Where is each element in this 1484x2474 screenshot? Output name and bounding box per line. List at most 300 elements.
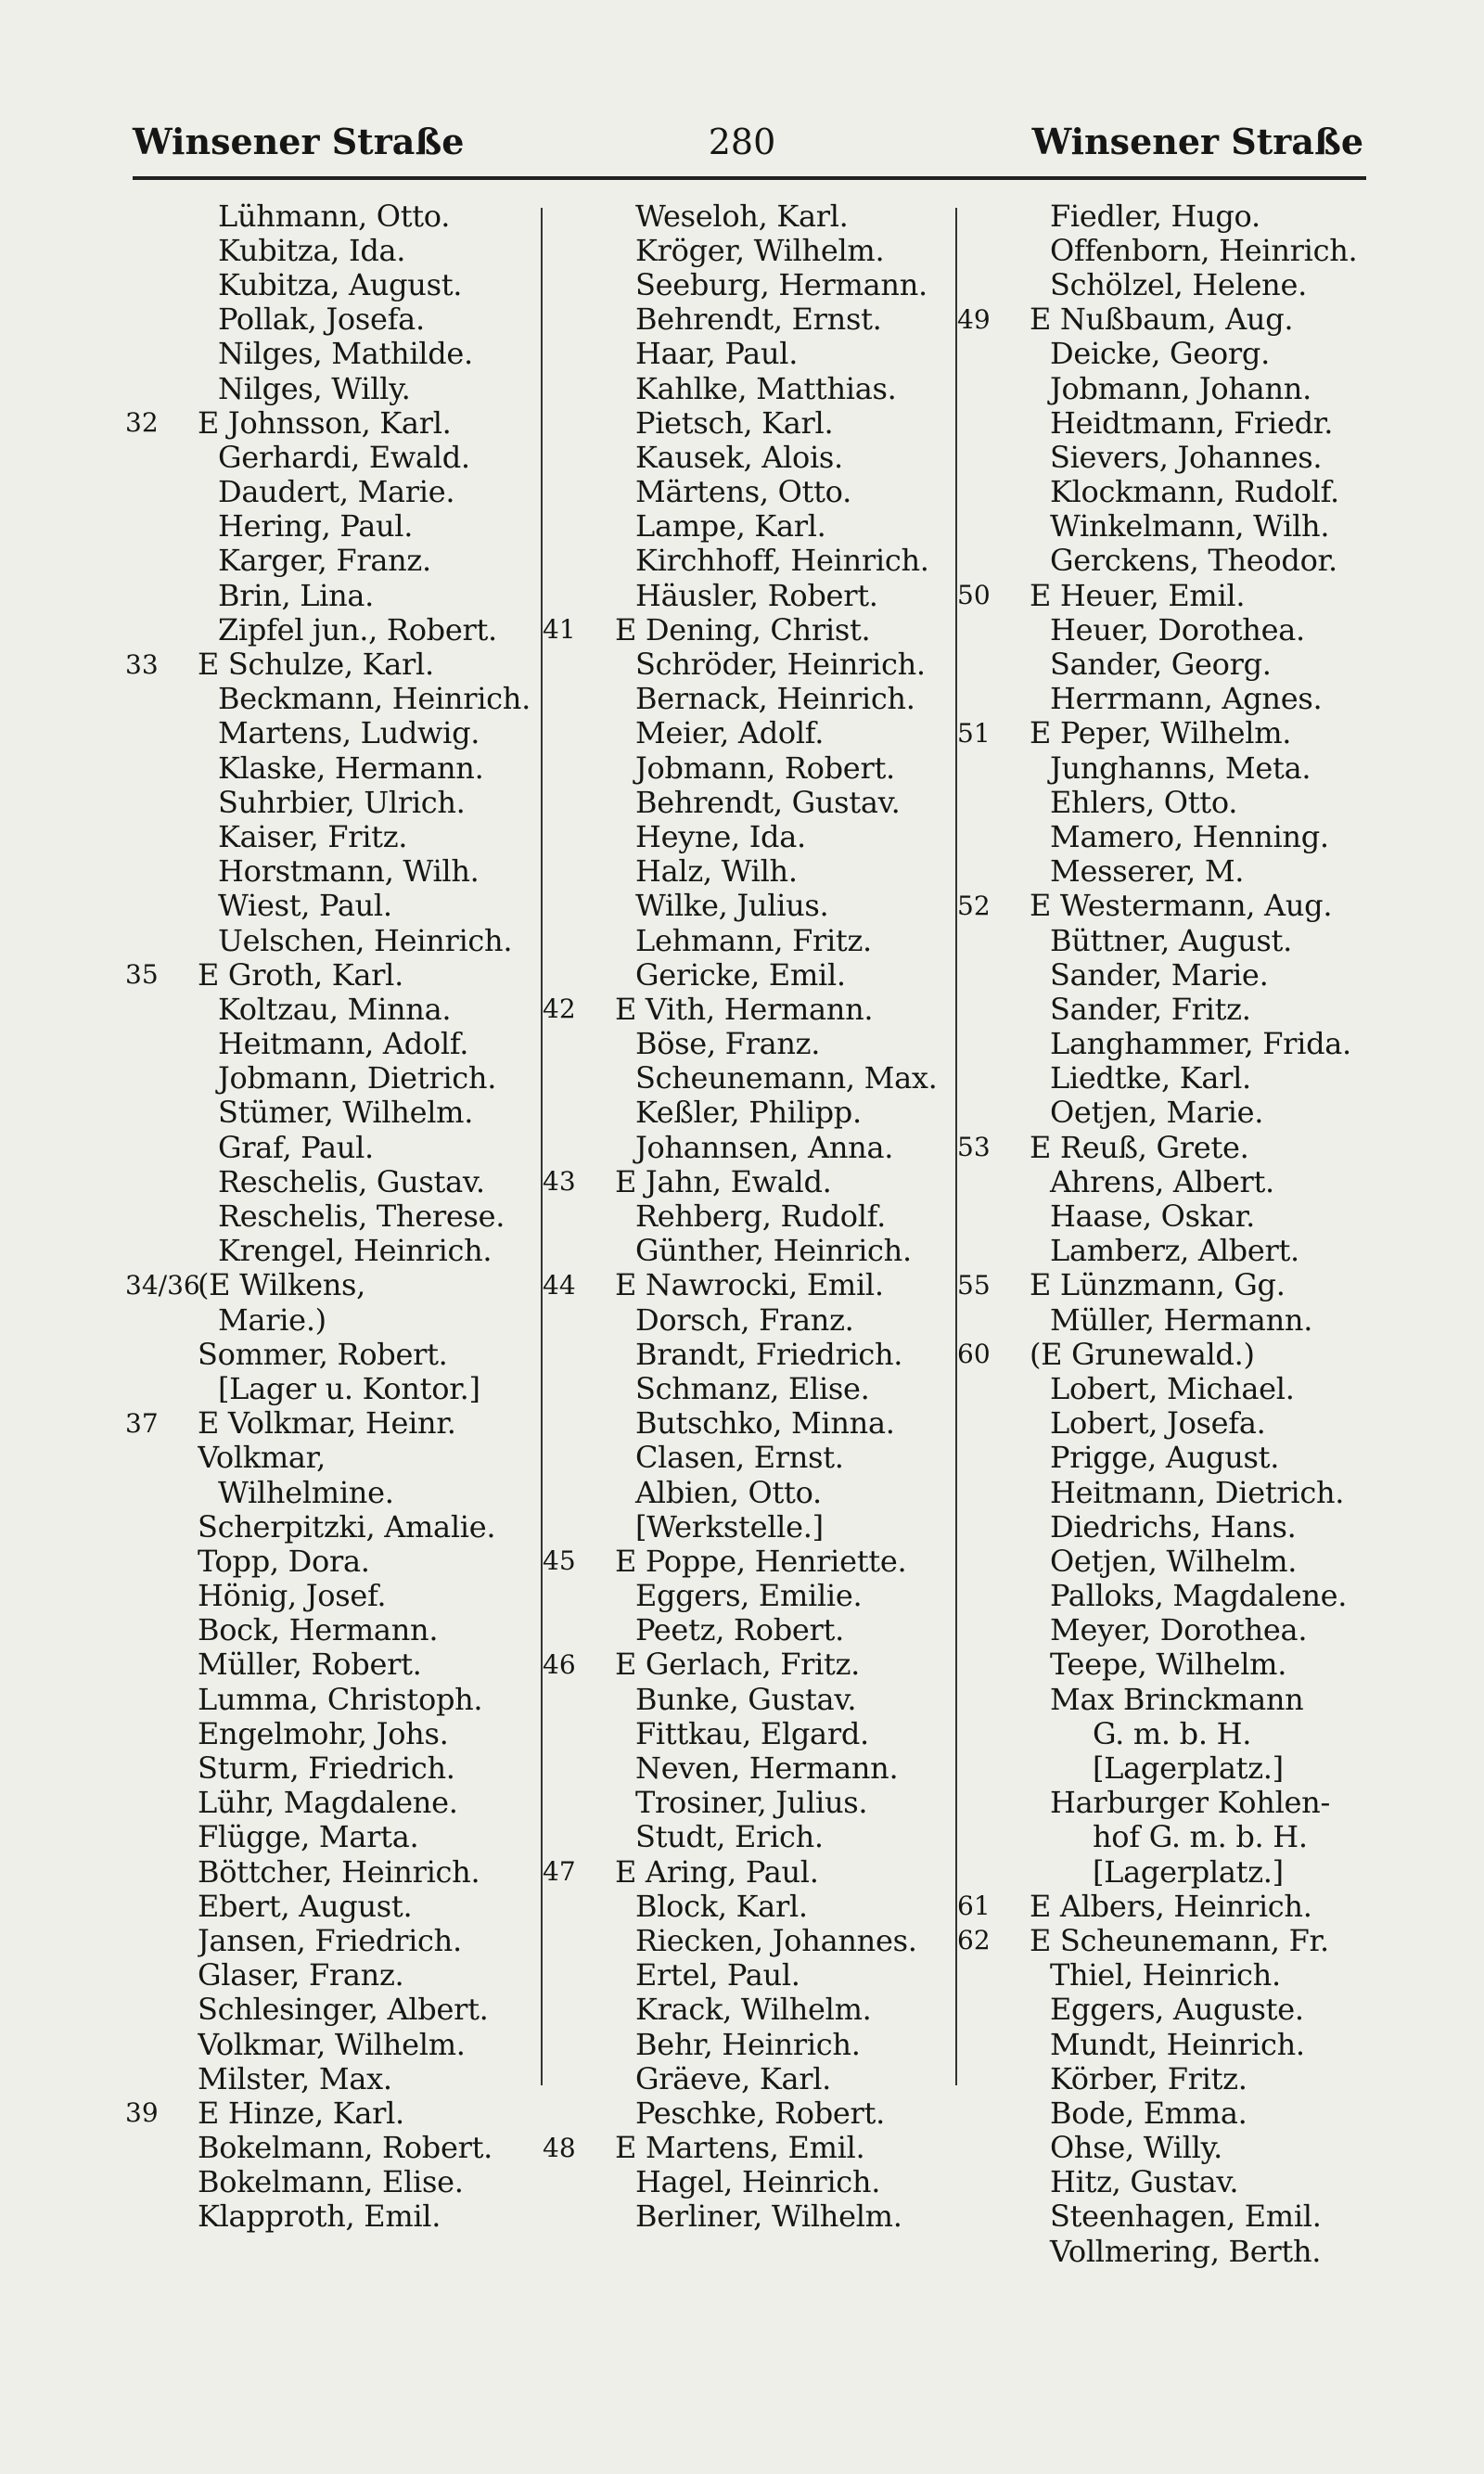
running-head-right: Winsener Straße: [1031, 121, 1363, 162]
directory-entry: [957, 1475, 1384, 1509]
directory-entry: [543, 1993, 969, 2027]
directory-entry: [543, 337, 969, 371]
resident-name: Junghanns, Meta.: [1050, 750, 1311, 786]
resident-name: Sommer, Robert.: [198, 1337, 448, 1372]
directory-entry: [125, 475, 552, 509]
resident-name: E Jahn, Ewald.: [615, 1164, 832, 1199]
resident-name: E Gerlach, Fritz.: [615, 1647, 861, 1683]
resident-name: Jansen, Friedrich.: [198, 1923, 462, 1958]
directory-entry: [543, 371, 969, 405]
resident-name: Günther, Heinrich.: [635, 1233, 912, 1268]
directory-entry: [543, 819, 969, 853]
resident-name: Kirchhoff, Heinrich.: [635, 543, 929, 579]
directory-entry: [543, 1475, 969, 1509]
directory-entry: [543, 2096, 969, 2130]
resident-name: Sturm, Friedrich.: [198, 1750, 455, 1786]
directory-entry: [125, 440, 552, 474]
directory-entry: [543, 1923, 969, 1957]
directory-entry: [957, 1993, 1384, 2027]
resident-name: E Johnsson, Karl.: [198, 405, 452, 441]
directory-entry: [125, 1786, 552, 1820]
directory-entry: [543, 1302, 969, 1337]
directory-entry: [125, 923, 552, 957]
resident-name: Behrendt, Ernst.: [635, 301, 882, 337]
directory-entry: [125, 647, 552, 681]
directory-entry: [125, 1164, 552, 1199]
resident-name: Marie.): [218, 1302, 326, 1338]
directory-entry: [543, 199, 969, 233]
directory-entry: [543, 475, 969, 509]
resident-name: E Poppe, Henriette.: [615, 1544, 907, 1579]
resident-name: Ohse, Willy.: [1050, 2130, 1222, 2165]
directory-entry: [125, 1302, 552, 1337]
resident-name: E Nawrocki, Emil.: [615, 1267, 884, 1302]
directory-entry: [957, 1579, 1384, 1613]
directory-entry: [957, 2131, 1384, 2165]
resident-name: Bock, Hermann.: [198, 1612, 439, 1647]
directory-entry: [543, 1406, 969, 1441]
directory-entry: [125, 1096, 552, 1130]
resident-name: Pollak, Josefa.: [218, 301, 425, 337]
resident-name: Keßler, Philipp.: [635, 1095, 862, 1131]
resident-name: Herrmann, Agnes.: [1050, 681, 1323, 716]
resident-name: Haar, Paul.: [635, 336, 799, 371]
resident-name: Koltzau, Minna.: [218, 992, 452, 1027]
directory-entry: [957, 2199, 1384, 2234]
directory-entry: [543, 2165, 969, 2199]
resident-name: E Aring, Paul.: [615, 1854, 819, 1890]
resident-name: Beckmann, Heinrich.: [218, 681, 531, 716]
resident-name: Horstmann, Wilh.: [218, 853, 480, 889]
resident-name: Müller, Robert.: [198, 1647, 422, 1683]
directory-entry: [957, 750, 1384, 785]
directory-entry: [543, 682, 969, 716]
house-number: 45: [543, 1545, 576, 1577]
resident-name: Wiest, Paul.: [218, 888, 392, 923]
resident-name: Meyer, Dorothea.: [1050, 1612, 1308, 1647]
resident-name: Hitz, Gustav.: [1050, 2164, 1239, 2199]
directory-entry: [957, 1613, 1384, 1647]
directory-entry: [543, 992, 969, 1026]
directory-entry: [957, 854, 1384, 889]
directory-entry: [957, 233, 1384, 267]
resident-name: Kröger, Wilhelm.: [635, 233, 885, 268]
directory-entry: [543, 2131, 969, 2165]
directory-entry: [125, 682, 552, 716]
resident-name: Schölzel, Helene.: [1050, 267, 1307, 302]
resident-name: Klaske, Hermann.: [218, 750, 484, 786]
directory-entry: [957, 1716, 1384, 1750]
directory-entry: [125, 750, 552, 785]
directory-entry: [543, 2027, 969, 2061]
resident-name: Fiedler, Hugo.: [1050, 199, 1260, 234]
resident-name: Heuer, Dorothea.: [1050, 612, 1305, 647]
resident-name: Winkelmann, Wilh.: [1050, 508, 1330, 544]
directory-entry: [543, 1820, 969, 1854]
resident-name: Volkmar,: [198, 1440, 326, 1475]
resident-name: Nilges, Mathilde.: [218, 336, 473, 371]
house-number: 53: [957, 1132, 991, 1163]
resident-name: Glaser, Franz.: [198, 1957, 404, 1993]
directory-entry: [957, 475, 1384, 509]
house-number: 41: [543, 614, 576, 646]
directory-entry: [125, 2165, 552, 2199]
header-rule: [133, 176, 1366, 180]
resident-name: Liedtke, Karl.: [1050, 1060, 1251, 1096]
resident-name: Suhrbier, Ulrich.: [218, 785, 466, 820]
house-number: 48: [543, 2132, 576, 2163]
directory-entry: [125, 2061, 552, 2096]
directory-entry: [543, 1130, 969, 1164]
resident-name: E Schulze, Karl.: [198, 647, 434, 682]
directory-entry: [957, 1234, 1384, 1268]
resident-name: Bode, Emma.: [1050, 2096, 1247, 2131]
resident-name: hof G. m. b. H.: [1093, 1819, 1308, 1854]
resident-name: Schmanz, Elise.: [635, 1371, 870, 1406]
resident-name: Hagel, Heinrich.: [635, 2164, 881, 2199]
directory-entry: [957, 1130, 1384, 1164]
resident-name: Flügge, Marta.: [198, 1819, 419, 1854]
directory-entry: [543, 233, 969, 267]
directory-entry: [543, 1647, 969, 1682]
resident-name: [Lager u. Kontor.]: [218, 1371, 480, 1406]
resident-name: Hering, Paul.: [218, 508, 414, 544]
directory-entry: [125, 854, 552, 889]
resident-name: Max Brinckmann: [1050, 1682, 1304, 1717]
resident-name: Brandt, Friedrich.: [635, 1337, 903, 1372]
directory-entry: [125, 1130, 552, 1164]
resident-name: Behr, Heinrich.: [635, 2026, 861, 2062]
resident-name: Schröder, Heinrich.: [635, 647, 926, 682]
resident-name: Thiel, Heinrich.: [1050, 1957, 1281, 1993]
directory-entry: [957, 2096, 1384, 2130]
resident-name: Volkmar, Wilhelm.: [198, 2026, 466, 2062]
resident-name: Mundt, Heinrich.: [1050, 2026, 1305, 2062]
house-number: 37: [125, 1407, 159, 1439]
directory-entry: [125, 302, 552, 337]
resident-name: Oetjen, Wilhelm.: [1050, 1544, 1298, 1579]
directory-entry: [957, 1509, 1384, 1544]
directory-entry: [957, 923, 1384, 957]
resident-name: Riecken, Johannes.: [635, 1923, 917, 1958]
resident-name: Wilke, Julius.: [635, 888, 829, 923]
resident-name: Mamero, Henning.: [1050, 819, 1329, 854]
resident-name: (E Grunewald.): [1030, 1337, 1255, 1372]
directory-entry: [543, 923, 969, 957]
resident-name: (E Wilkens,: [198, 1267, 366, 1302]
resident-name: E Volkmar, Heinr.: [198, 1405, 456, 1441]
resident-name: Rehberg, Rudolf.: [635, 1199, 886, 1234]
directory-entry: [957, 647, 1384, 681]
directory-entry: [957, 440, 1384, 474]
directory-entry: [957, 1854, 1384, 1889]
resident-name: [Lagerplatz.]: [1093, 1750, 1284, 1786]
directory-entry: [543, 440, 969, 474]
resident-name: Butschko, Minna.: [635, 1405, 895, 1441]
resident-name: Offenborn, Heinrich.: [1050, 233, 1358, 268]
directory-entry: [957, 785, 1384, 819]
house-number: 60: [957, 1339, 991, 1370]
directory-entry: [957, 1958, 1384, 1993]
directory-entry: [543, 267, 969, 301]
resident-name: Eggers, Emilie.: [635, 1578, 863, 1613]
directory-entry: [543, 1958, 969, 1993]
resident-name: Jobmann, Johann.: [1050, 370, 1311, 406]
resident-name: Martens, Ludwig.: [218, 715, 480, 750]
directory-entry: [125, 1509, 552, 1544]
directory-entry: [957, 2027, 1384, 2061]
resident-name: Trosiner, Julius.: [635, 1785, 868, 1820]
directory-entry: [125, 1647, 552, 1682]
resident-name: [Lagerplatz.]: [1093, 1854, 1284, 1890]
directory-entry: [125, 578, 552, 612]
directory-entry: [125, 785, 552, 819]
resident-name: E Vith, Hermann.: [615, 992, 874, 1027]
resident-name: Topp, Dora.: [198, 1544, 370, 1579]
directory-entry: [543, 1234, 969, 1268]
resident-name: Lobert, Michael.: [1050, 1371, 1295, 1406]
resident-name: Sander, Marie.: [1050, 957, 1269, 993]
directory-entry: [543, 405, 969, 440]
resident-name: Krengel, Heinrich.: [218, 1233, 493, 1268]
column-3: [957, 199, 1384, 2268]
directory-entry: [543, 509, 969, 544]
directory-entry: [957, 337, 1384, 371]
resident-name: E Dening, Christ.: [615, 612, 871, 647]
resident-name: Meier, Adolf.: [635, 715, 825, 750]
directory-entry: [957, 1647, 1384, 1682]
directory-entry: [125, 1820, 552, 1854]
directory-entry: [957, 2061, 1384, 2096]
directory-entry: [957, 267, 1384, 301]
resident-name: Kahlke, Matthias.: [635, 370, 897, 406]
house-number: 32: [125, 407, 159, 439]
directory-entry: [125, 337, 552, 371]
resident-name: Weseloh, Karl.: [635, 199, 849, 234]
house-number: 46: [543, 1648, 576, 1680]
directory-entry: [125, 405, 552, 440]
directory-entry: [125, 1579, 552, 1613]
house-number: 61: [957, 1891, 991, 1922]
directory-entry: [543, 1199, 969, 1233]
resident-name: Deicke, Georg.: [1050, 336, 1270, 371]
resident-name: Berliner, Wilhelm.: [635, 2198, 902, 2235]
resident-name: Lumma, Christoph.: [198, 1682, 483, 1717]
resident-name: Johannsen, Anna.: [635, 1130, 894, 1165]
resident-name: Sander, Georg.: [1050, 647, 1272, 682]
resident-name: Lühr, Magdalene.: [198, 1785, 458, 1820]
page-number: 280: [708, 122, 776, 162]
house-number: 55: [957, 1269, 991, 1301]
house-number: 34/36: [125, 1269, 200, 1301]
house-number: 49: [957, 303, 991, 335]
resident-name: Ertel, Paul.: [635, 1957, 800, 1993]
directory-entry: [543, 1509, 969, 1544]
resident-name: Seeburg, Hermann.: [635, 267, 928, 302]
resident-name: E Scheunemann, Fr.: [1030, 1923, 1329, 1958]
resident-name: Palloks, Magdalene.: [1050, 1578, 1348, 1613]
directory-entry: [543, 1061, 969, 1096]
resident-name: Peetz, Robert.: [635, 1612, 844, 1647]
resident-name: Langhammer, Frida.: [1050, 1026, 1351, 1061]
resident-name: Lampe, Karl.: [635, 508, 826, 544]
resident-name: Sander, Fritz.: [1050, 992, 1251, 1027]
directory-entry: [543, 2061, 969, 2096]
directory-entry: [957, 889, 1384, 923]
resident-name: Heitmann, Dietrich.: [1050, 1474, 1345, 1510]
directory-entry: [957, 371, 1384, 405]
directory-entry: [125, 2199, 552, 2234]
directory-entry: [957, 682, 1384, 716]
directory-entry: [957, 1061, 1384, 1096]
directory-entry: [543, 302, 969, 337]
resident-name: Böse, Franz.: [635, 1026, 821, 1061]
resident-name: Graf, Paul.: [218, 1130, 374, 1165]
resident-name: Brin, Lina.: [218, 578, 375, 613]
resident-name: Harburger Kohlen-: [1050, 1785, 1330, 1820]
resident-name: [Werkstelle.]: [635, 1509, 824, 1545]
resident-name: Pietsch, Karl.: [635, 405, 834, 441]
resident-name: Block, Karl.: [635, 1889, 808, 1924]
resident-name: Müller, Hermann.: [1050, 1302, 1313, 1338]
directory-entry: [957, 716, 1384, 750]
resident-name: Uelschen, Heinrich.: [218, 922, 513, 958]
resident-name: Stümer, Wilhelm.: [218, 1095, 474, 1131]
resident-name: Neven, Hermann.: [635, 1750, 899, 1786]
resident-name: Wilhelmine.: [218, 1474, 394, 1510]
resident-name: Bokelmann, Elise.: [198, 2164, 464, 2199]
resident-name: Ahrens, Albert.: [1050, 1164, 1274, 1199]
resident-name: Studt, Erich.: [635, 1819, 824, 1854]
resident-name: E Albers, Heinrich.: [1030, 1889, 1312, 1924]
directory-entry: [543, 1371, 969, 1405]
directory-entry: [125, 1993, 552, 2027]
directory-entry: [543, 854, 969, 889]
resident-name: Gerhardi, Ewald.: [218, 440, 470, 475]
resident-name: Steenhagen, Emil.: [1050, 2198, 1322, 2235]
resident-name: Gräeve, Karl.: [635, 2061, 832, 2096]
directory-entry: [957, 1302, 1384, 1337]
directory-entry: [125, 233, 552, 267]
resident-name: Böttcher, Heinrich.: [198, 1854, 480, 1890]
directory-entry: [543, 1613, 969, 1647]
resident-name: Halz, Wilh.: [635, 853, 798, 889]
resident-name: E Martens, Emil.: [615, 2130, 865, 2165]
directory-entry: [125, 1889, 552, 1923]
directory-entry: [125, 992, 552, 1026]
directory-entry: [125, 2027, 552, 2061]
directory-entry: [543, 578, 969, 612]
directory-entry: [125, 1371, 552, 1405]
directory-entry: [957, 544, 1384, 578]
resident-name: Dorsch, Franz.: [635, 1302, 854, 1338]
directory-entry: [125, 1613, 552, 1647]
directory-entry: [125, 1854, 552, 1889]
resident-name: Heyne, Ida.: [635, 819, 806, 854]
directory-entry: [543, 1268, 969, 1302]
resident-name: Büttner, August.: [1050, 922, 1292, 958]
resident-name: Körber, Fritz.: [1050, 2061, 1247, 2096]
directory-entry: [543, 750, 969, 785]
house-number: 52: [957, 890, 991, 921]
directory-entry: [125, 1061, 552, 1096]
directory-entry: [125, 1027, 552, 1061]
resident-name: Bernack, Heinrich.: [635, 681, 915, 716]
resident-name: Scherpitzki, Amalie.: [198, 1509, 496, 1545]
resident-name: Ebert, August.: [198, 1889, 413, 1924]
directory-entry: [125, 199, 552, 233]
directory-entry: [957, 578, 1384, 612]
directory-entry: [543, 1544, 969, 1578]
directory-entry: [543, 1854, 969, 1889]
directory-entry: [125, 2131, 552, 2165]
directory-entry: [543, 1786, 969, 1820]
directory-entry: [957, 1027, 1384, 1061]
directory-entry: [543, 957, 969, 992]
directory-entry: [957, 612, 1384, 647]
resident-name: Lobert, Josefa.: [1050, 1405, 1266, 1441]
resident-name: Gerckens, Theodor.: [1050, 543, 1337, 579]
resident-name: Heitmann, Adolf.: [218, 1026, 469, 1061]
directory-entry: [125, 1337, 552, 1371]
directory-entry: [957, 1889, 1384, 1923]
resident-name: Daudert, Marie.: [218, 474, 455, 509]
resident-name: Märtens, Otto.: [635, 474, 851, 509]
resident-name: E Hinze, Karl.: [198, 2096, 404, 2131]
house-number: 39: [125, 2097, 159, 2129]
directory-entry: [957, 1406, 1384, 1441]
resident-name: Heidtmann, Friedr.: [1050, 405, 1334, 441]
directory-entry: [125, 1682, 552, 1716]
directory-entry: [957, 509, 1384, 544]
resident-name: E Reuß, Grete.: [1030, 1130, 1249, 1165]
resident-name: Eggers, Auguste.: [1050, 1992, 1304, 2027]
resident-name: E Groth, Karl.: [198, 957, 403, 993]
column-1: [125, 199, 552, 2234]
resident-name: Karger, Franz.: [218, 543, 431, 579]
house-number: 35: [125, 959, 159, 991]
resident-name: Nilges, Willy.: [218, 370, 411, 406]
directory-entry: [957, 1750, 1384, 1785]
house-number: 42: [543, 993, 576, 1025]
directory-entry: [543, 1164, 969, 1199]
directory-entry: [543, 647, 969, 681]
resident-name: Kubitza, August.: [218, 267, 463, 302]
directory-entry: [543, 544, 969, 578]
resident-name: Lühmann, Otto.: [218, 199, 451, 234]
resident-name: E Heuer, Emil.: [1030, 578, 1246, 613]
resident-name: Sievers, Johannes.: [1050, 440, 1323, 475]
directory-entry: [543, 1682, 969, 1716]
house-number: 47: [543, 1856, 576, 1888]
resident-name: Häusler, Robert.: [635, 578, 878, 613]
directory-entry: [957, 992, 1384, 1026]
resident-name: Lamberz, Albert.: [1050, 1233, 1299, 1268]
resident-name: Schlesinger, Albert.: [198, 1992, 489, 2027]
directory-entry: [125, 819, 552, 853]
directory-entry: [957, 1268, 1384, 1302]
resident-name: E Lünzmann, Gg.: [1030, 1267, 1286, 1302]
directory-entry: [957, 199, 1384, 233]
resident-name: Hönig, Josef.: [198, 1578, 387, 1613]
directory-entry: [543, 1579, 969, 1613]
resident-name: Kaiser, Fritz.: [218, 819, 408, 854]
directory-entry: [125, 1406, 552, 1441]
directory-entry: [957, 1786, 1384, 1820]
directory-entry: [125, 509, 552, 544]
resident-name: Oetjen, Marie.: [1050, 1095, 1264, 1131]
resident-name: Diedrichs, Hans.: [1050, 1509, 1297, 1545]
